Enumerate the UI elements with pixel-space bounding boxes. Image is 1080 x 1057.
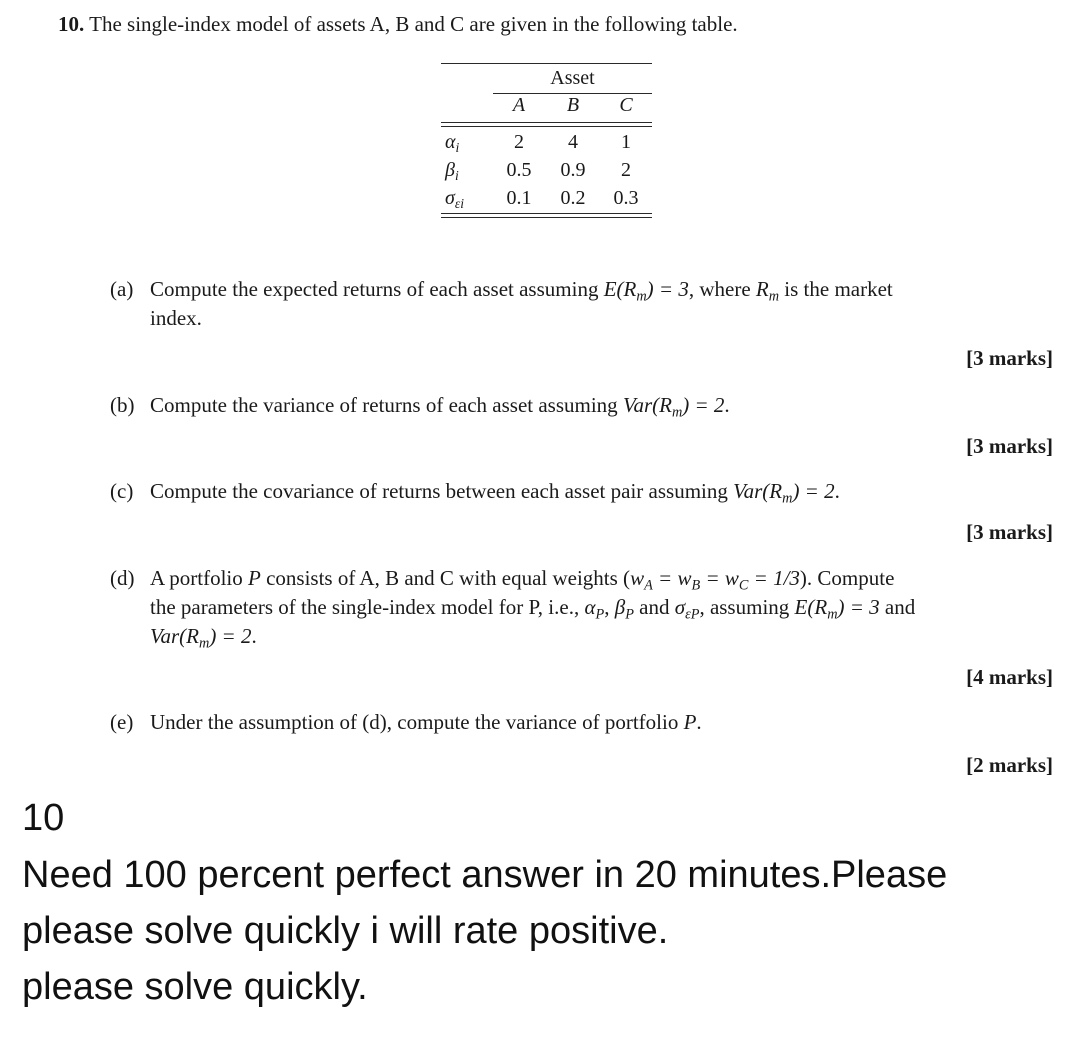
- part-c-math-var: $Var(R_m) = 2$: [733, 479, 835, 507]
- row-label-alpha: $\alpha_i$: [445, 131, 460, 156]
- table-header-rule-2: [441, 126, 652, 127]
- part-a-math-erm: $E(R_m) = 3$: [603, 277, 689, 305]
- part-c: [110, 477, 1010, 507]
- part-d-text-line1: A portfolio P consists of A, B and C with equal weights $(w_A = w_B = w_C = 1/3)$. Compute: [150, 566, 895, 594]
- cell-sigma-a: 0.1: [506, 187, 532, 209]
- part-c-text: Compute the covariance of returns between each asset pair assuming $Var(R_m) = 2$.: [150, 479, 840, 507]
- cell-alpha-a: 2: [514, 131, 524, 153]
- part-c-label: (c): [110, 479, 134, 503]
- part-d-marks: [4 marks]: [966, 665, 1053, 689]
- question-title-text: The single-index model of assets A, B and C are given in the following table.: [89, 12, 738, 36]
- table-group-header: Asset: [550, 67, 595, 89]
- note-line-3: please solve quickly i will rate positive.: [22, 910, 669, 952]
- note-line-1: 10: [22, 797, 65, 839]
- part-d-text-line2: the parameters of the single-index model for P, i.e., $\alpha_P$, $\beta_P$ and $\sigma_{\varepsilon P}$, assuming $E(R_m) = 3$ and: [150, 595, 916, 623]
- part-b-text: Compute the variance of returns of each asset assuming $Var(R_m) = 2$.: [150, 393, 730, 421]
- cell-alpha-b: 4: [568, 131, 578, 153]
- part-a-marks: [3 marks]: [966, 346, 1053, 370]
- part-c-marks: [3 marks]: [966, 520, 1053, 544]
- column-header-a: A: [512, 94, 526, 116]
- cell-sigma-c: 0.3: [613, 187, 639, 209]
- part-d-label: (d): [110, 566, 135, 590]
- row-label-sigma: $\sigma_{\varepsilon i}$: [445, 187, 465, 212]
- part-e-marks: [2 marks]: [966, 753, 1053, 777]
- part-d-text-line3: $Var(R_m) = 2$.: [150, 624, 257, 652]
- table-bottom-rule-2: [441, 217, 652, 218]
- cell-beta-b: 0.9: [560, 159, 586, 181]
- cell-beta-c: 2: [621, 159, 631, 181]
- part-d-math-weights: $w_A = w_B = w_C = 1/3$: [630, 566, 800, 594]
- table-top-rule: [441, 63, 652, 64]
- question-number: 10.: [58, 12, 85, 36]
- question-title: [58, 12, 738, 37]
- part-b-label: (b): [110, 393, 135, 417]
- part-a: [110, 275, 1040, 335]
- cell-beta-a: 0.5: [506, 159, 532, 181]
- part-e: [110, 708, 1010, 738]
- table-header-rule-1: [441, 122, 652, 123]
- part-b-math-var: $Var(R_m) = 2$: [622, 393, 725, 421]
- table-bottom-rule-1: [441, 213, 652, 214]
- part-a-math-rm: $R_m$: [755, 277, 780, 305]
- part-a-label: (a): [110, 277, 134, 301]
- note-line-4: please solve quickly.: [22, 966, 368, 1008]
- note-line-2: Need 100 percent perfect answer in 20 minutes.Please: [22, 854, 948, 896]
- asset-table: [441, 63, 652, 219]
- cell-sigma-b: 0.2: [560, 187, 586, 209]
- part-e-text: Under the assumption of (d), compute the variance of portfolio P.: [150, 710, 702, 734]
- column-header-b: B: [566, 94, 580, 116]
- column-header-c: C: [619, 94, 633, 116]
- part-d: [110, 564, 1050, 654]
- row-label-beta: $\beta_i$: [445, 159, 459, 184]
- part-b: [110, 391, 1010, 421]
- part-a-text-line2: index.: [150, 306, 202, 330]
- part-a-text-line1: Compute the expected returns of each asset assuming $E(R_m) = 3$, where $R_m$ is the market: [150, 277, 893, 305]
- part-b-marks: [3 marks]: [966, 434, 1053, 458]
- cell-alpha-c: 1: [621, 131, 631, 153]
- part-e-label: (e): [110, 710, 134, 734]
